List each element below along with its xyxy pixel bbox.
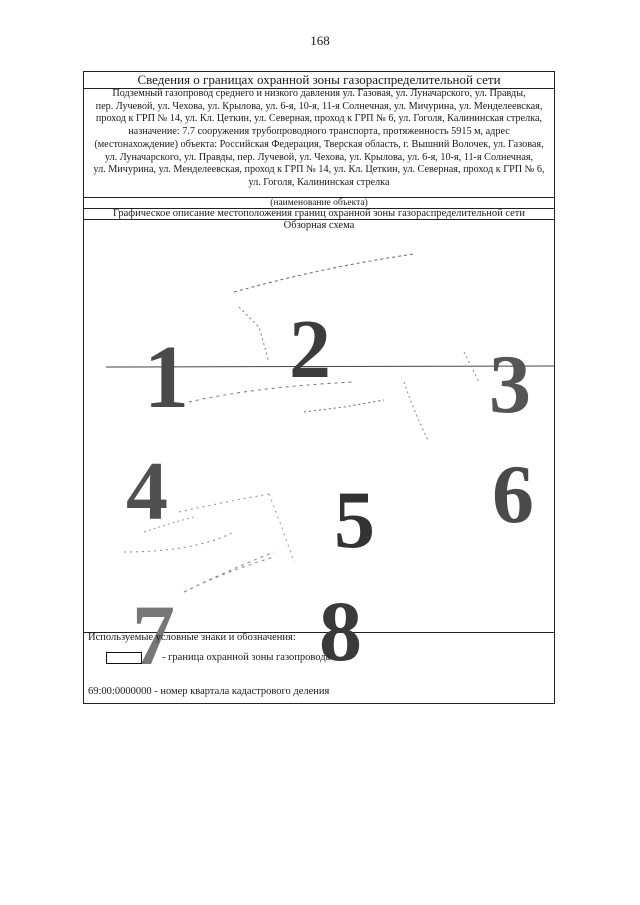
object-description-line: пер. Лучевой, ул. Чехова, ул. Крылова, ул. 6-я, 10-я, 11-я Солнечная, ул. Мичурина, ул. Менделеевская, [95,100,543,112]
object-description-line: ул. Гоголя, Калининская стрелка [248,176,390,188]
object-description-line: назначение: 7.7 сооружения трубопроводного транспорта, протяженность 5915 м, адрес [128,126,510,138]
object-description-line: ул. Луначарского, ул. Правды, пер. Лучевой, ул. Чехова, ул. Крылова, ул. 6-я, 10-я, 11-я Солнечная, [104,151,534,163]
gas-pipeline-line [464,352,479,382]
sheet-number-5: 5 [334,474,375,565]
sheet-number-4: 4 [126,445,168,538]
sheet-number-2: 2 [289,303,331,396]
object-description-line: Подземный газопровод среднего и низкого давления ул. Газовая, ул. Луначарского, ул. Правды, [112,88,526,99]
page-number: 168 [310,33,330,48]
form-title: Сведения о границах охранной зоны газораспределительной сети [84,72,554,89]
gas-pipeline-line [239,307,269,362]
object-description-line: ул. Мичурина, ул. Менделеевская, проход к ГРП № 14, ул. Кл. Цеткин, ул. Северная, проход к ГРП № 6, [93,164,545,176]
overview-scheme-title: Обзорная схема [283,220,355,231]
object-description-line: проход к ГРП № 14, ул. Кл. Цеткин, ул. Северная, проход к ГРП № 6, ул. Гоголя, Калининская стрелка, [95,113,543,125]
sheet-numbers [126,303,534,683]
sheet-number-3: 3 [489,338,531,431]
sheet-number-8: 8 [319,583,362,679]
graphic-description-title: Графическое описание местоположения границ охранной зоны газораспределительной сети [84,208,554,220]
gas-pipeline-line [179,494,269,512]
gas-pipeline-line [404,382,429,442]
legend-title: Используемые условные знаки и обозначения: [88,632,296,643]
cadastral-quarter-legend-text: 69:00:0000000 - номер квартала кадастрового деления [88,686,330,697]
object-name-caption: (наименование объекта) [84,197,554,209]
gas-pipeline-line [234,254,414,292]
sheet-number-1: 1 [144,328,189,427]
object-description-line: (местонахождение) объекта: Российская Федерация, Тверская область, г. Вышний Волочек, ул. Газовая, [94,138,544,150]
gas-pipeline-line [304,400,384,412]
object-description [86,88,552,190]
zone-boundary-legend-symbol [106,652,142,664]
zone-boundary-legend-text: - граница охранной зоны газопровода [162,652,331,663]
sheet-number-7: 7 [132,587,175,683]
gas-pipeline-line [184,557,274,592]
sheet-number-6: 6 [492,448,534,541]
gas-pipeline-line [269,494,294,562]
zone-info-form [83,71,555,704]
